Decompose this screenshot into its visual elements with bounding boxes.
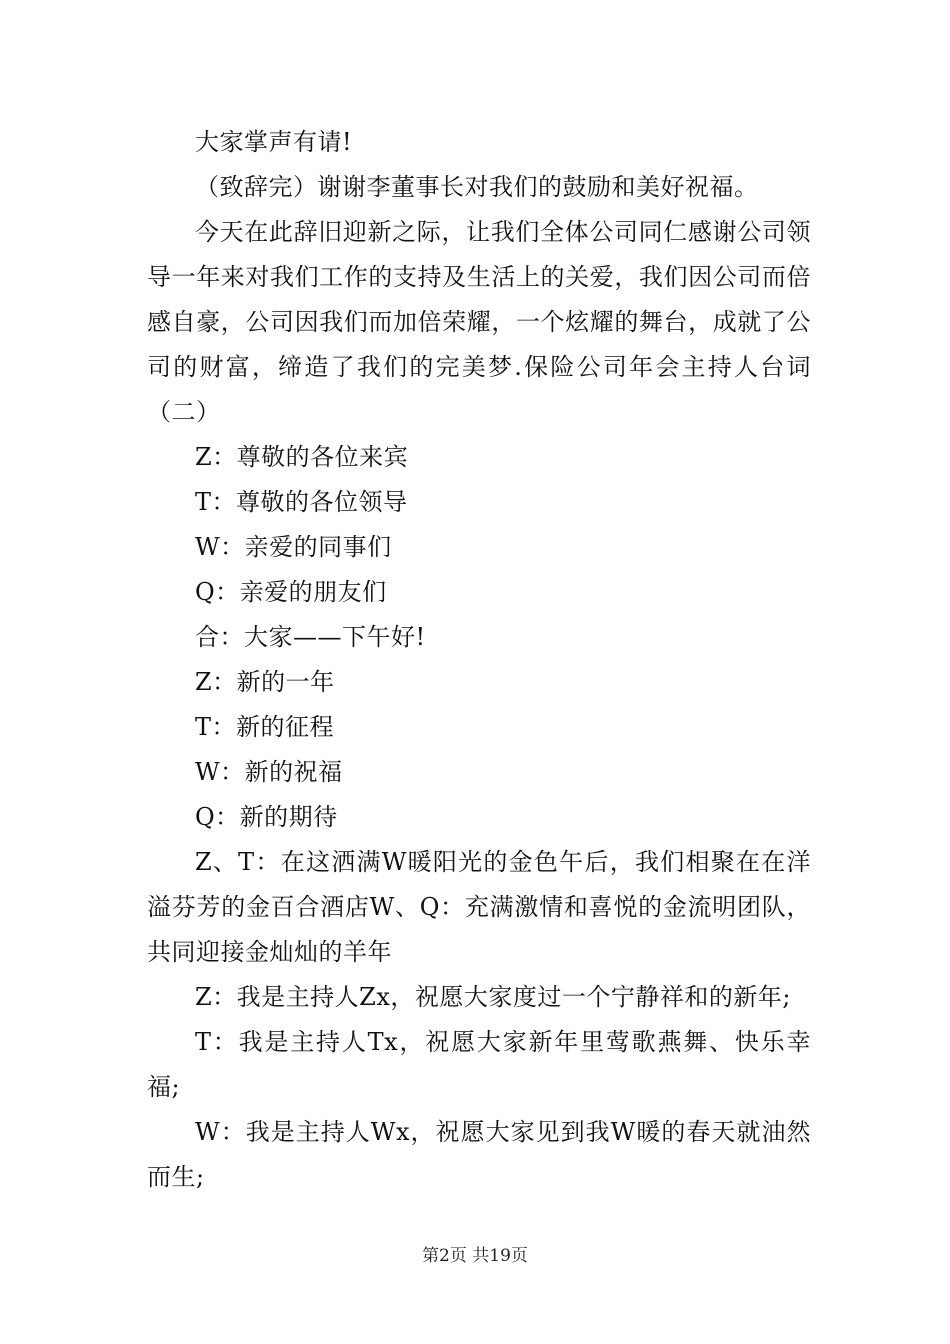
paragraph-4: Z：尊敬的各位来宾 — [195, 443, 409, 471]
paragraph-5: T：尊敬的各位领导 — [195, 488, 408, 516]
paragraph-11: W：新的祝福 — [195, 758, 343, 786]
paragraph-14: Z：我是主持人Zx，祝愿大家度过一个宁静祥和的新年; — [195, 983, 791, 1011]
paragraph-12: Q：新的期待 — [195, 803, 338, 831]
paragraph-15: T：我是主持人Tx，祝愿大家新年里莺歌燕舞、快乐幸福; — [147, 1028, 811, 1101]
paragraph-8: 合：大家——下午好! — [195, 623, 426, 651]
paragraph-16: W：我是主持人Wx，祝愿大家见到我W暖的春天就油然而生; — [147, 1118, 811, 1191]
paragraph-3: 今天在此辞旧迎新之际，让我们全体公司同仁感谢公司领导一年来对我们工作的支持及生活上的关爱，我们因公司而倍感自豪，公司因我们而加倍荣耀，一个炫耀的舞台，成就了公司的财富，缔造了我们的完美梦.保险公司年会主持人台词（二） — [147, 218, 811, 426]
paragraph-7: Q：亲爱的朋友们 — [195, 578, 387, 606]
paragraph-6: W：亲爱的同事们 — [195, 533, 392, 561]
paragraph-10: T：新的征程 — [195, 713, 335, 741]
paragraph-2: （致辞完）谢谢李董事长对我们的鼓励和美好祝福。 — [195, 173, 759, 201]
document-body — [147, 120, 811, 1200]
paragraph-9: Z：新的一年 — [195, 668, 335, 696]
paragraph-13: Z、T：在这洒满W暖阳光的金色午后，我们相聚在在洋溢芬芳的金百合酒店W、Q：充满激情和喜悦的金流明团队，共同迎接金灿灿的羊年 — [147, 848, 811, 966]
page-number-label: 第2页 共19页 — [422, 1246, 528, 1266]
page-footer — [0, 1244, 950, 1268]
paragraph-1: 大家掌声有请! — [195, 128, 353, 156]
